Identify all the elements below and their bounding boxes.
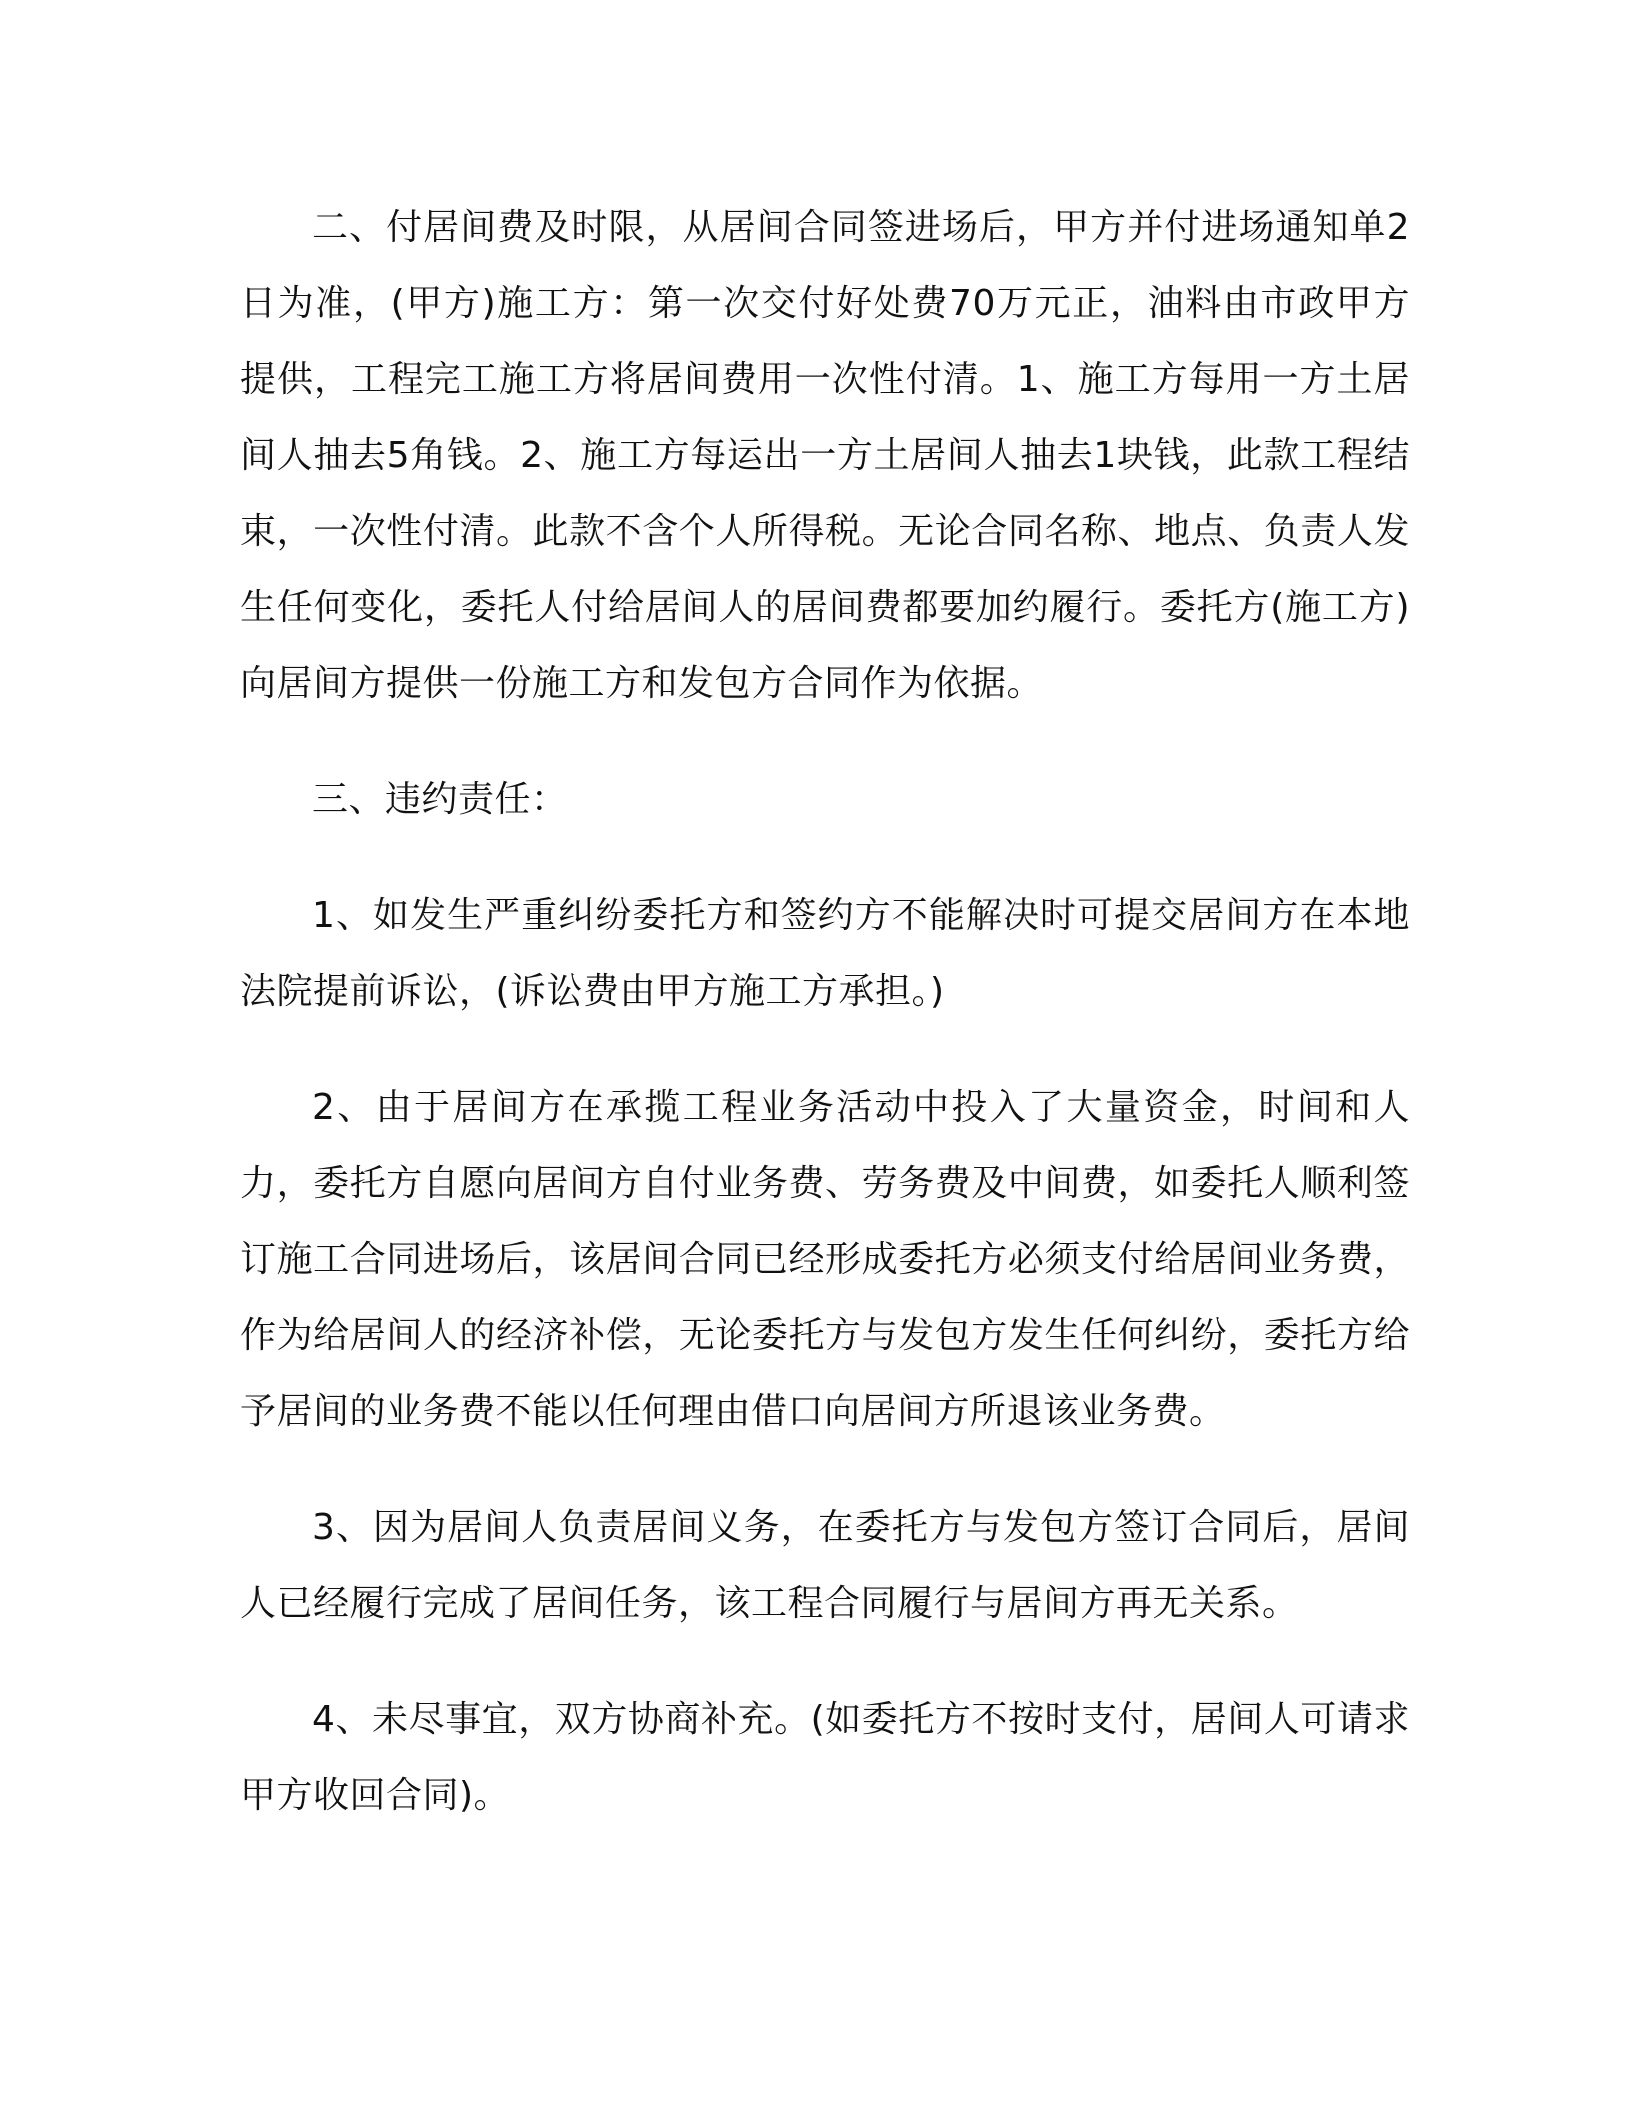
paragraph-dispute-litigation: 1、如发生严重纠纷委托方和签约方不能解决时可提交居间方在本地法院提前诉讼，(诉讼费由甲方施工方承担。) — [240, 895, 1410, 1012]
paragraph-service-fee-compensation: 2、由于居间方在承揽工程业务活动中投入了大量资金，时间和人力，委托方自愿向居间方自付业务费、劳务费及中间费，如委托人顺利签订施工合同进场后，该居间合同已经形成委托方必须支付给居间业务费，作为给居间人的经济补偿，无论委托方与发包方发生任何纠纷，委托方给予居间的业务费不能以任何理由借口向居间方所退该业务费。 — [240, 1087, 1410, 1432]
paragraph-unresolved-matters: 4、未尽事宜，双方协商补充。(如委托方不按时支付，居间人可请求甲方收回合同)。 — [240, 1699, 1410, 1816]
paragraph-intermediary-obligation: 3、因为居间人负责居间义务，在委托方与发包方签订合同后，居间人已经履行完成了居间任务，该工程合同履行与居间方再无关系。 — [240, 1507, 1410, 1624]
paragraph-fee-and-time-limit: 二、付居间费及时限，从居间合同签进场后，甲方并付进场通知单2日为准，(甲方)施工方：第一次交付好处费70万元正，油料由市政甲方提供，工程完工施工方将居间费用一次性付清。1、施工方每用一方土居间人抽去5角钱。2、施工方每运出一方土居间人抽去1块钱，此款工程结束，一次性付清。此款不含个人所得税。无论合同名称、地点、负责人发生任何变化，委托人付给居间人的居间费都要加约履行。委托方(施工方)向居间方提供一份施工方和发包方合同作为依据。 — [240, 207, 1410, 704]
document-body — [240, 190, 1410, 1834]
heading-breach-liability: 三、违约责任： — [312, 779, 568, 820]
